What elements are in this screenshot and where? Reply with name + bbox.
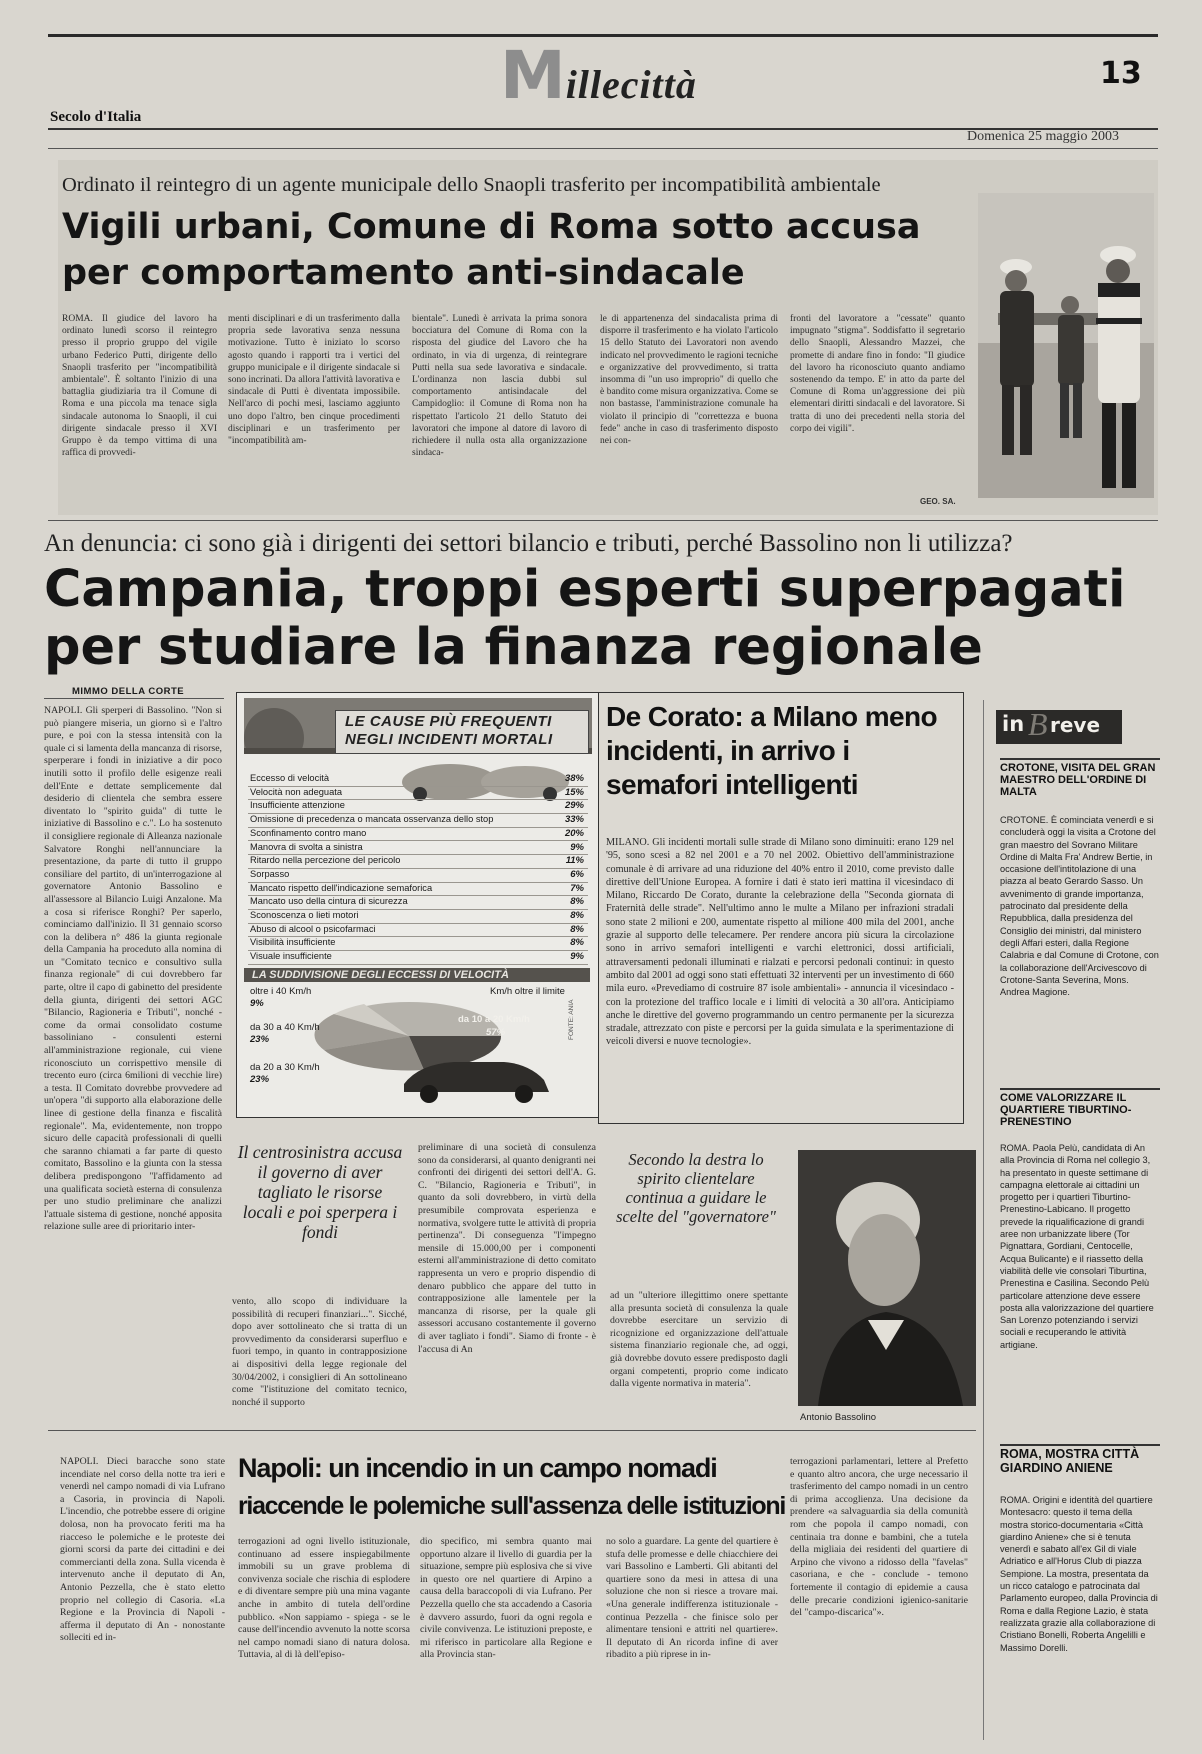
- cause-label: Ritardo nella percezione del pericolo: [250, 855, 401, 866]
- speed-limit-label: Km/h oltre il limite: [490, 986, 565, 997]
- campania-col-3: preliminare di una società di consulenza sono da considerarsi, al quanto denigranti nei confronti dei dirigenti dei settori dell'A. G. C. "Bilancio, Ragioneria e Tributi", in quanto da soli dovrebbero, in virtù della presumibile comprovata esperienza e normativa, svolgere tutte le attività di propria pertinenza". Di conseguenza "l'impegno mensile di 15.000,00 per i componenti esterni all'amministrazione di detto comitato rappresenta un vero e proprio dispendio di denaro pubblico che appare del tutto in contrapposizione alle lamentele per la mancanza di risorse, per la quale gli assessori accusano costantemente il governo di aver tagliato i fondi". Siamo di fronte - è l'accusa di An: [418, 1142, 596, 1355]
- speed-label-40: oltre i 40 Km/h: [250, 986, 312, 997]
- infographic-title-1: LE CAUSE PIÙ FREQUENTI: [345, 713, 552, 730]
- sidebar-divider: [983, 700, 984, 1740]
- infographic-title-2: NEGLI INCIDENTI MORTALI: [345, 731, 553, 748]
- cause-row: [248, 841, 588, 856]
- campania-byline: MIMMO DELLA CORTE: [72, 686, 185, 697]
- section-divider-2: [48, 1430, 976, 1431]
- issue-date: Domenica 25 maggio 2003: [967, 129, 1120, 144]
- decorato-headline: De Corato: a Milano meno incidenti, in arrivo i semafori intelligenti: [606, 701, 937, 800]
- cause-value: 38%: [564, 773, 584, 784]
- quote-centrosinistra: Il centrosinistra accusa il governo di aver tagliato le risorse locali e poi sperpera i fondi: [237, 1142, 403, 1242]
- cause-label: Manovra di svolta a sinistra: [250, 841, 363, 852]
- cause-value: 9%: [570, 951, 584, 963]
- speed-label-20-30: da 20 a 30 Km/h: [250, 1062, 320, 1073]
- inbreve-rest: reve: [1050, 713, 1101, 737]
- speed-label-10-20: da 10 a 20 Km/h: [458, 1014, 530, 1025]
- section-divider-1: [48, 520, 1158, 521]
- cause-value: 8%: [570, 910, 584, 921]
- vigili-headline-2: per comportamento anti-sindacale: [62, 253, 745, 293]
- brief-2-text: ROMA. Paola Pelù, candidata di An alla Provincia di Roma nel collegio 3, ha presentato in queste settimane di campagna elettorale ai cittadini un progetto per i quartieri Tiburtino-Prenestino-Labicano. Il progetto prevede la riqualificazione di grandi aree non urbanizzate libere (Tor Pignattara, Gordiani, Centocelle, Acqua Bulicante) e il riassetto della viabilità delle vie consolari Tiburtina, Prenestina e Casilina. Secondo Pelù particolare attenzione deve essere posta alla valorizzazione del quartiere San Lorenzo potenziando i servizi sociali e recuperando le attività artigiane.: [1000, 1143, 1154, 1350]
- cause-label: Velocità non adeguata: [250, 786, 343, 797]
- vigili-kicker: Ordinato il reintegro di un agente municipale dello Snaopli trasferito per incompatibilità ambientale: [62, 174, 881, 196]
- brief-1-rule: [1000, 758, 1160, 760]
- cause-value: 9%: [570, 841, 584, 853]
- cause-label: Mancato uso della cintura di sicurezza: [250, 896, 408, 907]
- causes-list: [248, 772, 588, 972]
- cause-value: 33%: [564, 814, 584, 826]
- brief-3-text: ROMA. Origini e identità del quartiere Montesacro: questo il tema della mostra storico-documentaria «Città giardino Aniene» che si è tenuta venerdì e sabato all'ex Gil di viale Adriatico e all'Horus Club di piazza Sempione. La mostra, presentata da un ricco catalogo e patrocinata dal Parlamento europeo, dalla Provincia di Roma e dalla Regione Lazio, è stata realizzata grazie alla collaborazione di Cristiano Bonelli, Roberta Angelilli e Massimo Dorelli.: [1000, 1495, 1158, 1653]
- inbreve-b: B: [1028, 706, 1048, 742]
- byline-rule: [44, 698, 224, 699]
- brief-3-rule: [1000, 1444, 1160, 1446]
- vigili-col-5: fronti del lavoratore a "cessate" quanto impugnato "stigma". Soddisfatto il segretario dello Snaopli, Alessandro Mazzei, che promette di andare fino in fondo: "Il giudice del lavoro ha riconosciuto quanto andiamo sostenendo da tempo. E' in atto da parte del Comune di Roma un'aggressione dei più elementari diritti sindacali e del lavoratore. Si tratta di uno dei precedenti nella storia del corpo dei vigili".: [790, 314, 965, 434]
- section-initial: M: [500, 37, 566, 114]
- brief-1-head: CROTONE, VISITA DEL GRAN MAESTRO DELL'ORDINE DI MALTA: [1000, 762, 1156, 798]
- section-title: illecittà: [565, 62, 697, 107]
- cause-row: [248, 923, 588, 938]
- speed-value-40: 9%: [250, 998, 264, 1009]
- napoli-col-1: NAPOLI. Dieci baracche sono state incendiate nel corso della notte tra ieri e venerdì nel campo nomadi di via Lufrano a Casoria, in provincia di Napoli. L'incendio, che potrebbe essere di origine dolosa, non ha provocato feriti ma ha riacceso le polemiche e le proteste dei giorni scorsi da parte dei cittadini e dei commercianti della zona. Sulla vicenda è intervenuto anche il deputato di An, Antonio Pezzella, che è stato eletto proprio nel collegio di Casoria. «La Regione e la Provincia di Napoli - afferma il deputato di An - nonostante solleciti ed in-: [60, 1456, 225, 1644]
- cause-label: Sconfinamento contro mano: [250, 827, 367, 838]
- cause-label: Omissione di precedenza o mancata osservanza dello stop: [250, 814, 494, 825]
- quote-destra: Secondo la destra lo spirito clientelare continua a guidare le scelte del "governatore": [616, 1150, 776, 1226]
- newspaper-name: Secolo d'Italia: [50, 109, 142, 125]
- cause-label: Sorpasso: [250, 868, 290, 879]
- cause-value: 8%: [570, 896, 584, 908]
- cause-label: Insufficiente attenzione: [250, 800, 345, 811]
- speed-label-30-40: da 30 a 40 Km/h: [250, 1022, 320, 1033]
- cause-label: Eccesso di velocità: [250, 773, 330, 783]
- vigili-col-1: ROMA. Il giudice del lavoro ha ordinato lunedì scorso il reintegro presso il proprio gruppo del vigile urbano Federico Putti, dirigente dello Snaopli trasferito per "incompatibilità ambientale". È soltanto l'inizio di una battaglia giudiziaria tra il Comune di Roma e una piccola ma tenace sigla sindacale autonoma lo Snaopli, il cui dirigente sindacale presso il XVI Gruppo è da tempo vittima di una raffica di provvedi-: [62, 314, 217, 459]
- bassolino-portrait-image: [798, 1150, 976, 1406]
- police-photo: [978, 193, 1154, 498]
- cause-row: [248, 936, 588, 951]
- bassolino-caption: Antonio Bassolino: [800, 1412, 877, 1423]
- campania-kicker: An denuncia: ci sono già i dirigenti dei settori bilancio e tributi, perché Bassolino non li utilizza?: [44, 530, 1013, 557]
- speed-value-10-20: 57%: [486, 1027, 506, 1038]
- cause-row: [248, 827, 588, 842]
- campania-headline-2: per studiare la finanza regionale: [44, 618, 983, 677]
- cause-row: [248, 895, 588, 910]
- cause-row: [248, 950, 588, 965]
- cause-row: [248, 854, 588, 869]
- inbreve-in: in: [1002, 712, 1025, 736]
- masthead-rule-2: [48, 148, 1158, 149]
- brief-2-rule: [1000, 1088, 1160, 1090]
- cause-label: Mancato rispetto dell'indicazione semaforica: [250, 882, 433, 893]
- cause-value: 20%: [564, 827, 584, 839]
- cause-value: 6%: [570, 868, 584, 880]
- inbreve-logo: [996, 706, 1122, 744]
- bassolino-photo: [798, 1150, 976, 1406]
- cause-value: 7%: [570, 882, 584, 894]
- speed-value-20-30: 23%: [250, 1074, 270, 1085]
- napoli-col-4: no solo a guardare. La gente del quartiere è stufa delle promesse e delle chiacchiere dei vari Bassolino e Lamberti. Gli abitanti del quartiere sono da mesi in attesa di una soluzione che non si riesce a trovare mai. «Una generale indifferenza istituzionale - continua Pezzella - che finisce solo per alimentare tensioni e attriti nel quartiere». Il deputato di An ricorda infine di aver ribadito a più riprese in in-: [606, 1536, 778, 1661]
- speed-band-label: LA SUDDIVISIONE DEGLI ECCESSI DI VELOCITÀ: [252, 969, 509, 981]
- cause-value: 15%: [564, 786, 584, 798]
- cause-label: Visuale insufficiente: [250, 951, 332, 962]
- section-logo: [500, 37, 697, 114]
- speed-chart: [244, 984, 590, 1110]
- speed-pie-chart: [244, 984, 590, 1110]
- top-rule: [48, 34, 1158, 37]
- napoli-headline-1: Napoli: un incendio in un campo nomadi: [238, 1453, 717, 1483]
- police-officers-image: [978, 193, 1154, 498]
- cause-row: [248, 786, 588, 801]
- cause-row: [248, 813, 588, 828]
- cause-value: 29%: [564, 800, 584, 812]
- cause-value: 8%: [570, 937, 584, 949]
- cause-row: [248, 799, 588, 814]
- vigili-headline-1: Vigili urbani, Comune di Roma sotto accusa: [62, 207, 921, 247]
- napoli-col-2: terrogazioni ad ogni livello istituzionale, continuano ad essere inspiegabilmente immobili su un grave problema di convivenza sociale che rischia di esplodere e di diventare sempre più una mina vagante anche in ambito di tutela dell'ordine pubblico. «Non sappiamo - spiega - se le cause dell'incendio avvenuto la notte scorsa nel campo nomadi siano di natura dolosa. Tuttavia, al di là dell'episo-: [238, 1536, 410, 1661]
- brief-3-head: ROMA, MOSTRA CITTÀ GIARDINO ANIENE: [1000, 1447, 1140, 1475]
- napoli-col-3: dio specifico, mi sembra quanto mai opportuno alzare il livello di guardia per la situazione, sempre più esplosiva che si vive in questo ore nel quartiere di Arpino a causa della baraccopoli di via Lufrano. Per Pezzella quello che sta accadendo a Casoria è davvero assurdo, fuori da ogni regola e civile convivenza. Le istituzioni preposte, e mi riferisco in particolare alla Regione e alla Provincia stan-: [420, 1536, 592, 1661]
- cause-row: [248, 868, 588, 883]
- vigili-col-2: menti disciplinari e di un trasferimento dalla propria sede lavorativa senza nessuna motivazione. Tutto è iniziato lo scorso agosto quando i rapporti tra i vertici del gruppo municipale e il dirigente sindacale si sono incrinati. Da allora l'attività lavorativa e sindacale di Putti è diventata impossibile. Nell'arco di pochi mesi, lasciamo aggiunto uno dopo l'altro, ben cinque procedimenti disciplinari e un trasferimento per "incompatibilità am-: [228, 314, 400, 447]
- brief-1-text: CROTONE. È cominciata venerdì e si concluderà oggi la visita a Crotone del gran maestro del Sovrano Militare Ordine di Malta Fra' Andrew Bertie, in occasione dell'intitolazione di una piazza al beato Gerardo Sasso. Un avvenimento di grande importanza, patrocinato dal presidente della Repubblica, dalla presidenza del Consiglio dei ministri, dal ministero degli Affari esteri, dalla Regione Calabria e dal Comune di Crotone, con la collaborazione dell'Arcivescovo di Crotone-Santa Severina, Mons. Andrea Magione.: [1000, 815, 1159, 998]
- speed-value-30-40: 23%: [250, 1034, 270, 1045]
- campania-col-4: ad un "ulteriore illegittimo onere spettante alla presunta società di consulenza la quale dovrebbe esercitare un servizio di ricognizione ed organizzazione dell'attuale sistema finanziario regionale che, ad oggi, già dovrebbe dovuto essere predisposto dagli organi competenti, proprio come indicato dalla vigente normativa in materia".: [610, 1290, 788, 1390]
- campania-col-2b: vento, allo scopo di individuare la possibilità di recuperi finanziari...". Sicché, dopo aver sottolineato che si tratta di un provvedimento da considerarsi superfluo e fuori tempo, in quanto in contrapposizione ai dispositivi della legge regionale del 30/04/2002, i consiglieri di An sottolineano come "l'istituzione del comitato tecnico, nonché il supporto: [232, 1296, 407, 1408]
- cause-label: Sconoscenza o lieti motori: [250, 910, 359, 920]
- cause-label: Visibilità insufficiente: [250, 937, 336, 948]
- speed-car: [404, 1062, 549, 1103]
- decorato-text: MILANO. Gli incidenti mortali sulle strade di Milano sono diminuiti: erano 129 nel '95, sono scesi a 82 nel 2001 e a 70 nel 2002. Obiettivo dell'amministrazione comunale è di arrivare ad una riduzione del 40% entro il 2010, come previsto dalle direttive dell'Unione Europea. A fornire i dati è stato ieri mattina il vicesindaco di Milano, Riccardo De Corato, durante la celebrazione della "Seconda giornata di Fraternità delle strade". Nell'ultimo anno le multe a Milano per infrazioni stradali sono state 2 milioni e 200, aumentate rispetto al milione 400 mila del 2001, anche grazie al supporto delle telecamere. Per rendere ancora più sicura la circolazione sono in arrivo semafori intelligenti e varchi elettronici, dossi artificiali, attraversamenti pedonali illuminati e rialzati e percorsi pedonali continui: in questo ambito dal 2001 ad oggi sono stati effettuati 32 interventi per un investimento di 660 mila euro. «Prevediamo di costruire 87 isole ambientali» - annuncia il vicesindaco - con la protezione del traffico locale e i limiti di velocità a 30 all'ora. Anticipiamo anche le direttive del governo programmando un centro permanente per la sicurezza stradale, attrezzato con piste e percorsi per la guida simulata e la sperimentazione di veicoli diversi e nuove tecnologie».: [606, 837, 954, 1048]
- campania-headline-1: Campania, troppi esperti superpagati: [44, 560, 1126, 619]
- vigili-col-4: le di appartenenza del sindacalista prima di disporre il trasferimento e ha violato l'articolo 15 dello Statuto dei Lavoratori non avendo indicato nel provvedimento le ragioni tecniche e organizzative del provvedimento, si tratta insomma di "un uso improprio" di quello che è bandito come misura organizzativa. Come se non bastasse, l'amministrazione comunale ha violato il principio di "correttezza e buona fede" anche in caso di trasferimento disposto nei con-: [600, 314, 778, 447]
- page-number: 13: [1100, 56, 1142, 91]
- infographic-source: FONTE: ANIA: [568, 999, 575, 1040]
- cause-row: [248, 909, 588, 924]
- vigili-col-3: bientale". Lunedì è arrivata la prima sonora bocciatura del Comune di Roma con la risposta del giudice del Lavoro che ha ordinato, in via di urgenza, di reintegrare Putti nella sua sede lavorativa e sindacale. L'ordinanza non lascia dubbi sul comportamento antisindacale del Campidoglio: il Comune di Roma non ha rispettato l'articolo 21 dello Statuto dei lavoratori che impone al datore di lavoro di richiedere il nulla osta alla organizzazione sindaca-: [412, 314, 587, 459]
- cause-value: 8%: [570, 923, 584, 935]
- cause-value: 11%: [565, 855, 584, 867]
- cause-row: [248, 882, 588, 897]
- cause-label: Abuso di alcool o psicofarmaci: [250, 923, 376, 934]
- brief-2-head: COME VALORIZZARE IL QUARTIERE TIBURTINO-PRENESTINO: [1000, 1092, 1132, 1128]
- campania-col-1: NAPOLI. Gli sperperi di Bassolino. "Non si può piangere miseria, un giorno sì e l'altro pure, e poi con la stessa intensità con la quale ci si lamenta della mancanza di risorse, sperperare i fondi in iniziative a dir poco inutili sotto il profilo delle esigenze reali dell'Ente e dettate semplicemente dal desiderio di clientela che sembra essere diventato lo "spirito guida" di tutte le iniziative di Bassolino e c.". Lo ha sostenuto il consigliere regionale di Alleanza nazionale Salvatore Ronghi nell'annunciare la presentazione, da parte di tutto il gruppo consiliare del partito, di un'interrogazione al governatore Antonio Bassolino e all'assessore al Bilancio Luigi Anzalone. Ma a cosa si riferisce Ronghi? Per saperlo, cominciamo dall'inizio. Il 31 gennaio scorso con la delibera n° 486 la giunta regionale della Campania ha proceduto alla nomina di un "Comitato tecnico e consultivo sulla finanza regionale" di cui dovrebbero far parte, oltre il capo di gabinetto del presidente della giunta, dirigenti dei settori AGC "Bilancio, Ragioneria e Tributi", nonché - come da ormai consolidato costume bassoliniano - consulenti esterni all'amministrazione regionale, cui viene riconosciuto un corrispettivo mensile di trecento euro (circa 6milioni di vecchie lire) a testa. Il Comitato dovrebbe provvedere ad un'opera "di supporto alla elaborazione delle linee di gestione della finanza e fiscalità regionale". Ma, evidentemente, non troppo sicuro delle capacità professionali di quelli che saranno chiamati a far parte di questo comitato, Bassolino e la giunta con la stessa delibera predispongono "l'affidamento ad una qualificata società esterna di consulenza per uno studio preliminare che analizzi l'attuale sistema di gestione, nonché apposita relazione sulle aree di prioritario inter-: [44, 705, 222, 1233]
- napoli-col-5: terrogazioni parlamentari, lettere al Prefetto e quanto altro ancora, che urge necessario il trasferimento del campo nomadi in un centro di prima accoglienza. Una decisione da prendere «a salvaguardia sia della comunità rom che popola il campo nomadi, con centinaia tra donne e bambini, che a tutela della migliaia dei residenti del quartiere di Arpino che vivono a ridosso della "favelas" casoriana, e che - conclude - temono fortemente il contagio di epidemie a causa delle precarie condizioni igienico-sanitarie del "campo-discarica"».: [790, 1456, 968, 1619]
- napoli-headline-2: riaccende le polemiche sull'assenza delle istituzioni: [238, 1492, 785, 1520]
- vigili-signature: GEO. SA.: [920, 497, 956, 506]
- cause-row: [248, 772, 588, 787]
